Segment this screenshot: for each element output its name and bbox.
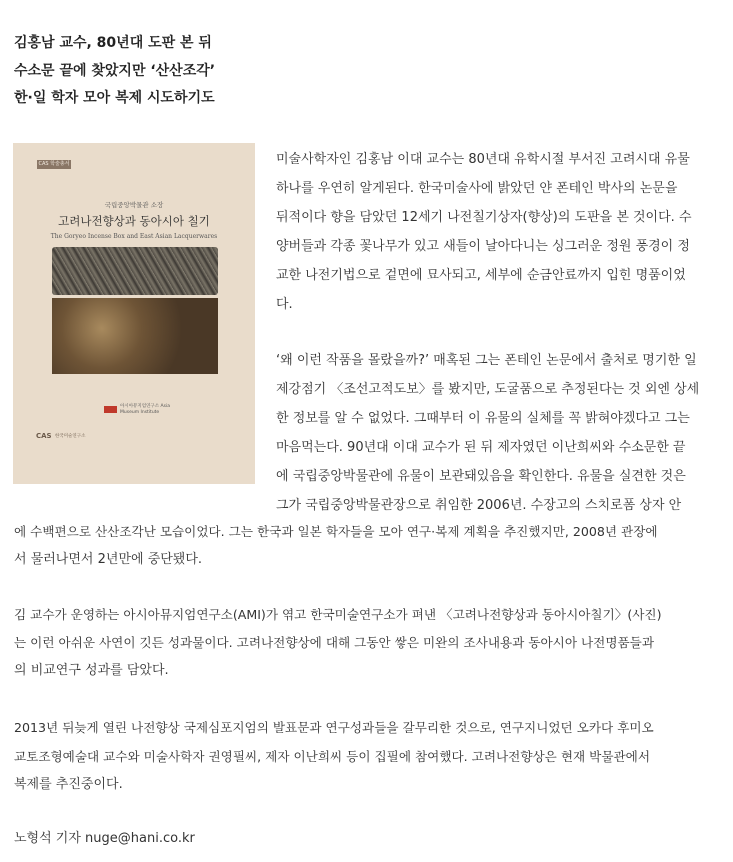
book-cover-tag: CAS 학술총서 <box>38 161 70 167</box>
subhead-3: 한·일 학자 모아 복제 시도하기도 <box>14 90 215 106</box>
paragraph-2-line: 서 물러나면서 2년만에 중단됐다. <box>14 552 203 567</box>
article-subheads <box>14 30 714 113</box>
paragraph-4-line: 복제를 추진중이다. <box>14 777 123 792</box>
lacquer-inlay-detail-photo <box>52 298 218 374</box>
paragraph-4-line: 교토조형예술대 교수와 미술사학자 권영필씨, 제자 이난희씨 등이 집필에 참여했다. 고려나전향상은 현재 박물관에서 <box>14 749 650 764</box>
book-cover-english-title: The Goryeo Incense Box and East Asian Lacquerwares <box>50 233 218 240</box>
paragraph-2-line: 한 정보를 알 수 없었다. 그때부터 이 유물의 실체를 꼭 밝혀야겠다고 그는 <box>276 411 690 426</box>
paragraph-1-line: 뒤적이다 향을 담았던 12세기 나전칠기상자(향상)의 도판을 본 것이다. 수 <box>276 210 692 225</box>
paragraph-2-line: 제강점기 〈조선고적도보〉를 봤지만, 도굴품으로 추정된다는 것 외엔 상세 <box>276 382 700 397</box>
paragraph-2-line: 마음먹는다. 90년대 이대 교수가 된 뒤 제자였던 이난희씨와 수소문한 끝 <box>276 440 686 455</box>
paragraph-2-line: ‘왜 이런 작품을 몰랐을까?’ 매혹된 그는 폰테인 논문에서 출처로 명기한 일 <box>276 353 697 368</box>
book-cover-series: 국립중앙박물관 소장 <box>104 201 164 209</box>
paragraph-3-line: 의 비교연구 성과를 담았다. <box>14 663 169 678</box>
paragraph-1-line: 교한 나전기법으로 겉면에 묘사되고, 세부에 순금안료까지 입힌 명품이었 <box>276 268 686 283</box>
paragraph-1-line: 미술사학자인 김홍남 이대 교수는 80년대 유학시절 부서진 고려시대 유물 <box>276 152 690 167</box>
paragraph-2-line: 에 수백편으로 산산조각난 모습이었다. 그는 한국과 일본 학자들을 모아 연구·복제 계획을 추진했지만, 2008년 관장에 <box>14 524 658 539</box>
book-cover-publisher: 아시아뮤지엄연구소 Asia Museum Institute <box>120 404 170 415</box>
paragraph-1-line: 양버들과 각종 꽃나무가 있고 새들이 날아다니는 싱그러운 정원 풍경이 정 <box>276 239 690 254</box>
paragraph-4-line: 2013년 뒤늦게 열린 나전향상 국제심포지엄의 발표문과 연구성과들을 갈무리한 것으로, 연구지니었던 오카다 후미오 <box>14 720 654 735</box>
book-cover-title: 고려나전향상과 동아시아 칠기 <box>58 214 210 228</box>
subhead-1: 김홍남 교수, 80년대 도판 본 뒤 <box>14 35 212 51</box>
paragraph-3-line: 김 교수가 운영하는 아시아뮤지엄연구소(AMI)가 엮고 한국미술연구소가 펴낸 〈고려나전향상과 동아시아칠기〉(사진) <box>14 607 662 622</box>
paragraph-1-line: 하나를 우연히 알게된다. 한국미술사에 밝았던 얀 폰테인 박사의 논문을 <box>276 181 678 196</box>
book-cover-cas-logo: CAS <box>36 432 52 440</box>
lacquer-box-lid-photo <box>52 247 218 295</box>
paragraph-2-line: 그가 국립중앙박물관장으로 취임한 2006년. 수장고의 스치로폼 상자 안 <box>276 498 682 513</box>
book-cover-cas-sub: 한국미술연구소 <box>55 434 86 439</box>
paragraph-2-line: 에 국립중앙박물관에 유물이 보관돼있음을 확인한다. 유물을 실견한 것은 <box>276 469 686 484</box>
article-byline: 노형석 기자 nuge@hani.co.kr <box>14 831 195 846</box>
paragraph-3-line: 는 이런 아쉬운 사연이 깃든 성과물이다. 고려나전향상에 대해 그동안 쌓은 미완의 조사내용과 동아시아 나전명품들과 <box>14 635 654 650</box>
publisher-logo-icon <box>104 406 117 413</box>
book-cover-image <box>13 143 255 484</box>
paragraph-1-line: 다. <box>276 297 293 312</box>
subhead-2: 수소문 끝에 찾았지만 ‘산산조각’ <box>14 62 216 79</box>
